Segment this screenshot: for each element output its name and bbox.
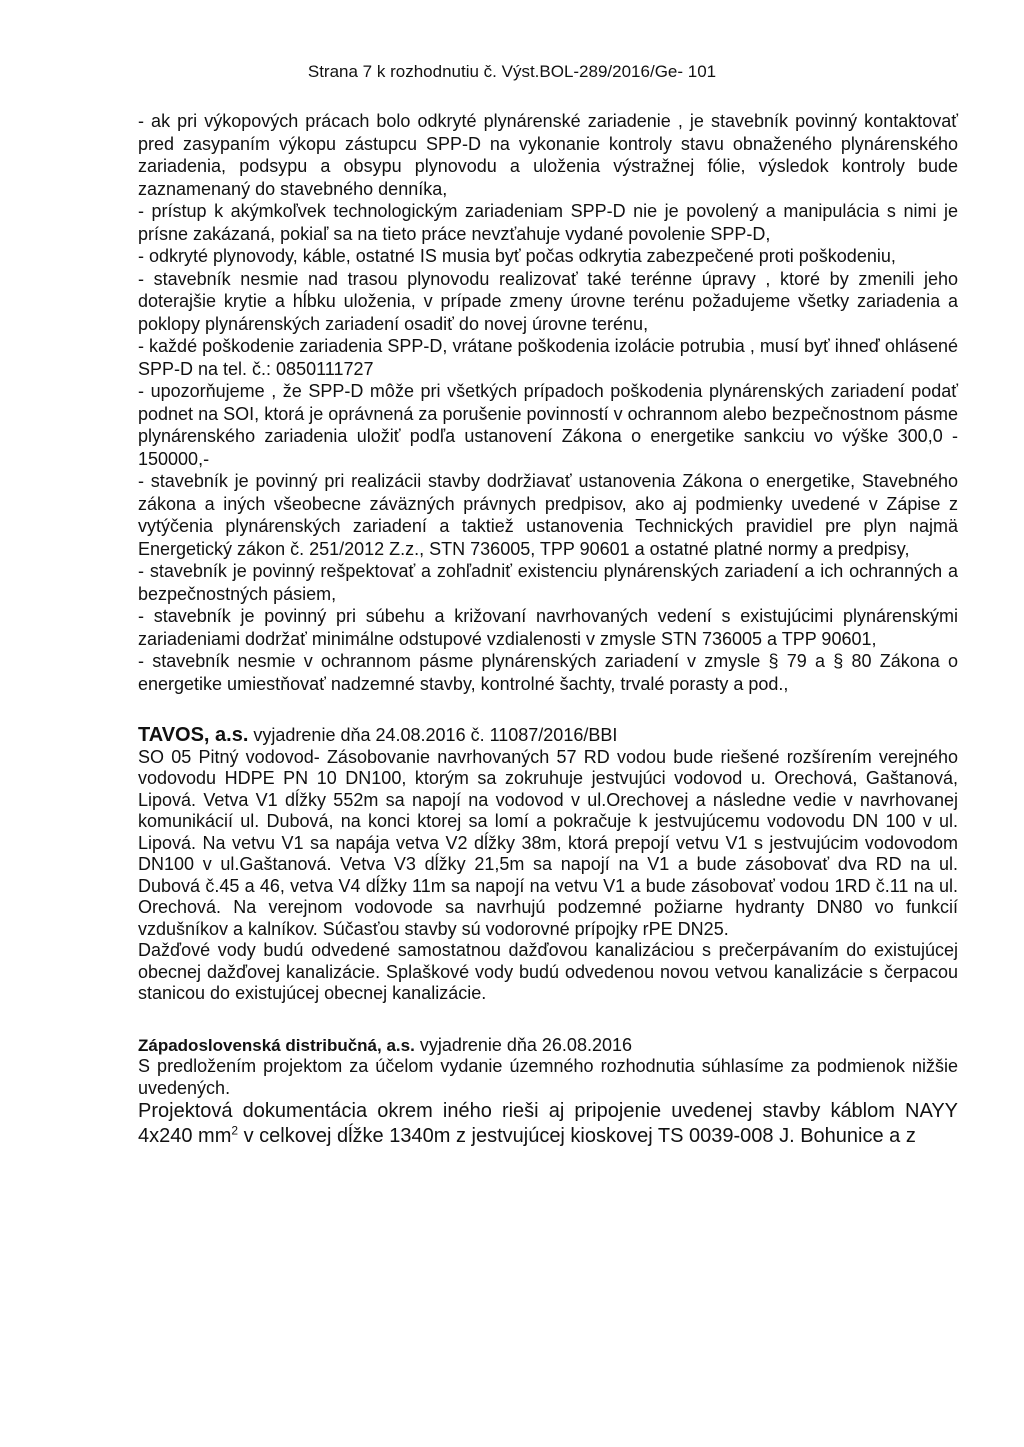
condition-item: - upozorňujeme , že SPP-D môže pri všetkých prípadoch poškodenia plynárenských zariadení podať podnet na SOI, ktorá je oprávnená za porušenie povinností v ochrannom alebo bezpečnostnom pásme plynárenského zariadenia uložiť podľa ustanovení Zákona o energetike sankciu vo výške 300,0 - 150000,- xyxy=(138,381,958,469)
tavos-company-name: TAVOS, a.s. xyxy=(138,724,249,746)
condition-item: - stavebník nesmie v ochrannom pásme plynárenských zariadení v zmysle § 79 a § 80 Zákona o energetike umiestňovať nadzemné stavby, kontrolné šachty, trvalé porasty a pod., xyxy=(138,651,958,694)
zsd-company-name: Západoslovenská distribučná, a.s. xyxy=(138,1035,415,1055)
tavos-statement-ref: vyjadrenie dňa 24.08.2016 č. 11087/2016/BBI xyxy=(248,725,618,745)
condition-item: - stavebník je povinný rešpektovať a zohľadniť existenciu plynárenských zariadení a ich ochranných a bezpečnostných pásiem, xyxy=(138,561,958,604)
zsd-statement-ref: vyjadrenie dňa 26.08.2016 xyxy=(414,1034,632,1055)
condition-item: - prístup k akýmkoľvek technologickým zariadeniam SPP-D nie je povolený a manipulácia s nimi je prísne zakázaná, pokiaľ sa na tieto práce nevzťahuje vydané povolenie SPP-D, xyxy=(138,201,958,244)
zsd-cable-superscript: 2 xyxy=(231,1123,239,1138)
condition-item: - ak pri výkopových prácach bolo odkryté plynárenské zariadenie , je stavebník povinný kontaktovať pred zasypaním výkopu zástupcu SPP-D na vykonanie kontroly stavu obnaženého plynárenského zariadenia, podsypu a obsypu plynovodu a uloženia výstražnej fólie, výsledok kontroly bude zaznamenaný do stavebného denníka, xyxy=(138,111,958,199)
condition-item: - odkryté plynovody, káble, ostatné IS musia byť počas odkrytia zabezpečené proti poškodeniu, xyxy=(138,246,896,266)
document-body xyxy=(138,110,958,1149)
zsd-paragraph-cable xyxy=(138,1099,958,1149)
zsd-heading xyxy=(138,1035,958,1057)
zsd-cable-text-start: Projektová dokumentácia okrem iného rieši aj pripojenie uvedenej stavby káblom NAYY 4x240 mm xyxy=(138,1100,958,1147)
tavos-paragraph: Dažďové vody budú odvedené samostatnou dažďovou kanalizáciou s prečerpávaním do existujúcej obecnej dažďovej kanalizácie. Splaškové vody budú odvedenou novou vetvou kanalizácie s čerpacou stanicou do existujúcej obecnej kanalizácie. xyxy=(138,940,958,1003)
condition-item: - stavebník je povinný pri súbehu a križovaní navrhovaných vedení s existujúcimi plynárenskými zariadeniami dodržať minimálne odstupové vzdialenosti v zmysle STN 736005 a TPP 90601, xyxy=(138,606,958,649)
zsd-section xyxy=(138,1035,958,1150)
zsd-cable-text-end: v celkovej dĺžke 1340m z jestvujúcej kioskovej TS 0039-008 J. Bohunice a z xyxy=(238,1125,916,1147)
condition-item: - stavebník je povinný pri realizácii stavby dodržiavať ustanovenia Zákona o energetike, Stavebného zákona a iných všeobecne záväzných právnych predpisov, ako aj podmienky uvedené v Zápise z vytýčenia plynárenských zariadení a taktiež ustanovenia Technických pravidiel pre plyn najmä Energetický zákon č. 251/2012 Z.z., STN 736005, TPP 90601 a ostatné platné normy a predpisy, xyxy=(138,471,958,559)
tavos-heading xyxy=(138,725,958,747)
tavos-section xyxy=(138,725,958,1005)
spp-d-conditions-list xyxy=(138,110,958,695)
page-header: Strana 7 k rozhodnutiu č. Výst.BOL-289/2016/Ge- 101 xyxy=(307,62,717,81)
condition-item: - stavebník nesmie nad trasou plynovodu realizovať také terénne úpravy , ktoré by zmenili jeho doterajšie krytie a hĺbku uloženia, v prípade zmeny úrovne terénu požadujeme všetky zariadenia a poklopy plynárenských zariadení osadiť do novej úrovne terénu, xyxy=(138,268,958,334)
condition-item: - každé poškodenie zariadenia SPP-D, vrátane poškodenia izolácie potrubia , musí byť ihneď ohlásené SPP-D na tel. č.: 0850111727 xyxy=(138,336,958,379)
zsd-paragraph: S predložením projektom za účelom vydanie územného rozhodnutia súhlasíme za podmienok nižšie uvedených. xyxy=(138,1056,958,1098)
tavos-paragraph: SO 05 Pitný vodovod- Zásobovanie navrhovaných 57 RD vodou bude riešené rozšírením verejného vodovodu HDPE PN 10 DN100, ktorým sa zokruhuje jestvujúci vodovod u. Orechová, Gaštanová, Lipová. Vetva V1 dĺžky 552m sa napojí na vodovod v ul.Orechovej a následne vedie v navrhovanej komunikácií ul. Dubová, na konci ktorej sa lomí a pokračuje k jestvujúcemu vodovodu DN 100 v ul. Lipová. Na vetvu V1 sa napája vetva V2 dĺžky 38m, ktorá prepojí vetvu V1 s jestvujúcim vodovodom DN100 v ul.Gaštanová. Vetva V3 dĺžky 21,5m sa napojí na V1 a bude zásobovať dva RD na ul. Dubová č.45 a 46, vetva V4 dĺžky 11m sa napojí na vetvu V1 a bude zásobovať vodou 1RD č.11 na ul. Orechová. Na verejnom vodovode sa navrhujú podzemné požiarne hydranty DN80 vo funkcií vzdušníkov a kalníkov. Súčasťou stavby sú vodorovné prípojky rPE DN25. xyxy=(138,746,958,939)
